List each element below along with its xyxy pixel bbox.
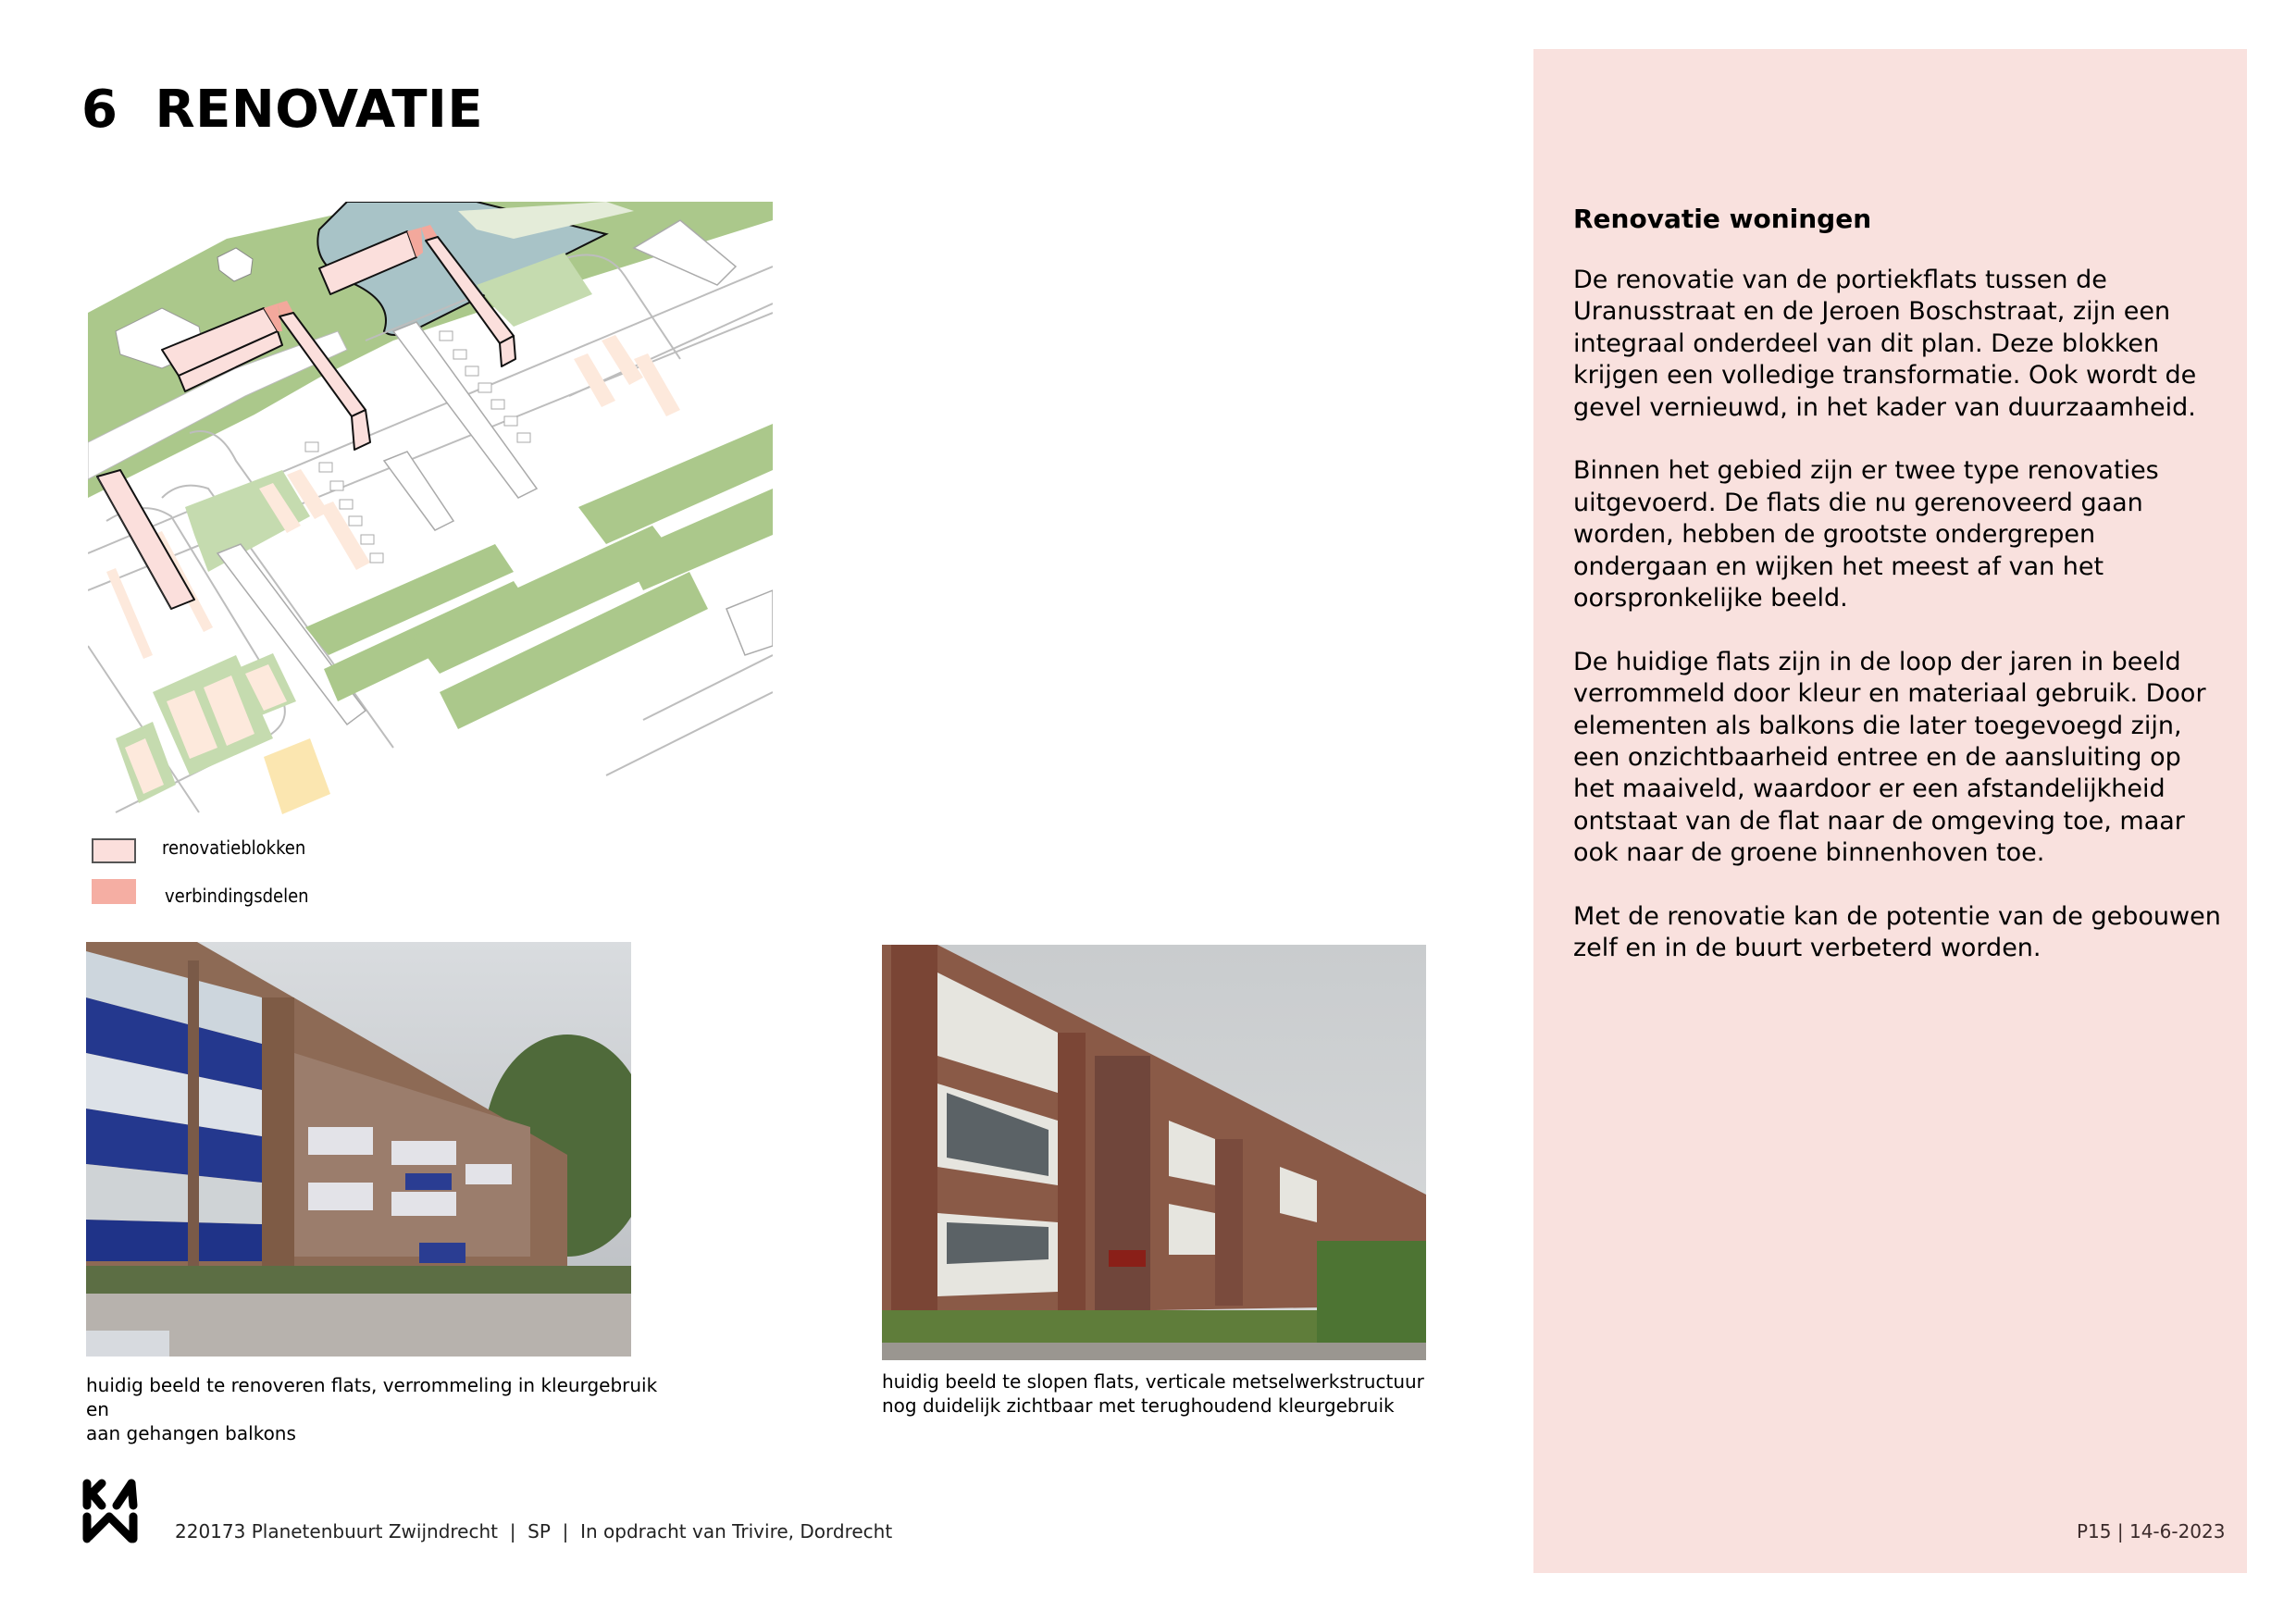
paragraph-2: Binnen het gebied zijn er twee type renovaties uitgevoerd. De flats die nu gerenoveerd gaan worden, hebben de grootste ondergrepen ondergaan en wijken het meest af van het oorspronkelijke beeld. [1573,456,2159,613]
paragraph-3: De huidige flats zijn in de loop der jaren in beeld verrommeld door kleur en materiaal gebruik. Door elementen als balkons die later toegevoegd zijn, een onzichtbaarheid entree en de aansluiting op het maaiveld, waardoor er een afstandelijkheid ontstaat van de flat naar de omgeving toe, maar ook naar de groene binnenhoven toe. [1573,647,2206,868]
photo-flats-to-renovate [86,942,631,1357]
photo-flats-to-demolish [882,945,1426,1360]
kaw-logo-icon [81,1478,139,1544]
paragraph-1: De renovatie van de portiekflats tussen de Uranusstraat en de Jeroen Boschstraat, zijn een integraal onderdeel van dit plan. Deze blokken krijgen een volledige transformatie. Ook wordt de gevel vernieuwd, in het kader van duurzaamheid. [1573,266,2197,422]
panel-heading: Renovatie woningen [1573,204,1872,234]
site-map [88,202,773,814]
caption-line: aan gehangen balkons [86,1422,296,1444]
footer-project-info: 220173 Planetenbuurt Zwijndrecht | SP | In opdracht van Trivire, Dordrecht [175,1520,893,1542]
page-number-date: P15 | 14-6-2023 [2077,1520,2226,1542]
caption-line: nog duidelijk zichtbaar met terughoudend kleurgebruik [882,1394,1395,1417]
isometric-map-illustration [88,202,773,814]
page-title: 6 RENOVATIE [81,80,484,140]
legend-swatch-verbindingsdelen [92,879,136,904]
legend-label-renovatieblokken: renovatieblokken [162,836,306,859]
kaw-logo [81,1478,139,1544]
legend-label-verbindingsdelen: verbindingsdelen [165,885,309,907]
legend-swatch-renovatieblokken [92,838,136,863]
panel-body [1573,265,2221,997]
caption-line: huidig beeld te slopen flats, verticale metselwerkstructuur [882,1370,1424,1393]
paragraph-4: Met de renovatie kan de potentie van de gebouwen zelf en in de buurt verbeterd worden. [1573,902,2221,963]
caption-line: huidig beeld te renoveren flats, verrommeling in kleurgebruik en [86,1374,658,1420]
photo-caption-2 [882,1369,1474,1418]
photo-caption-1 [86,1373,678,1445]
